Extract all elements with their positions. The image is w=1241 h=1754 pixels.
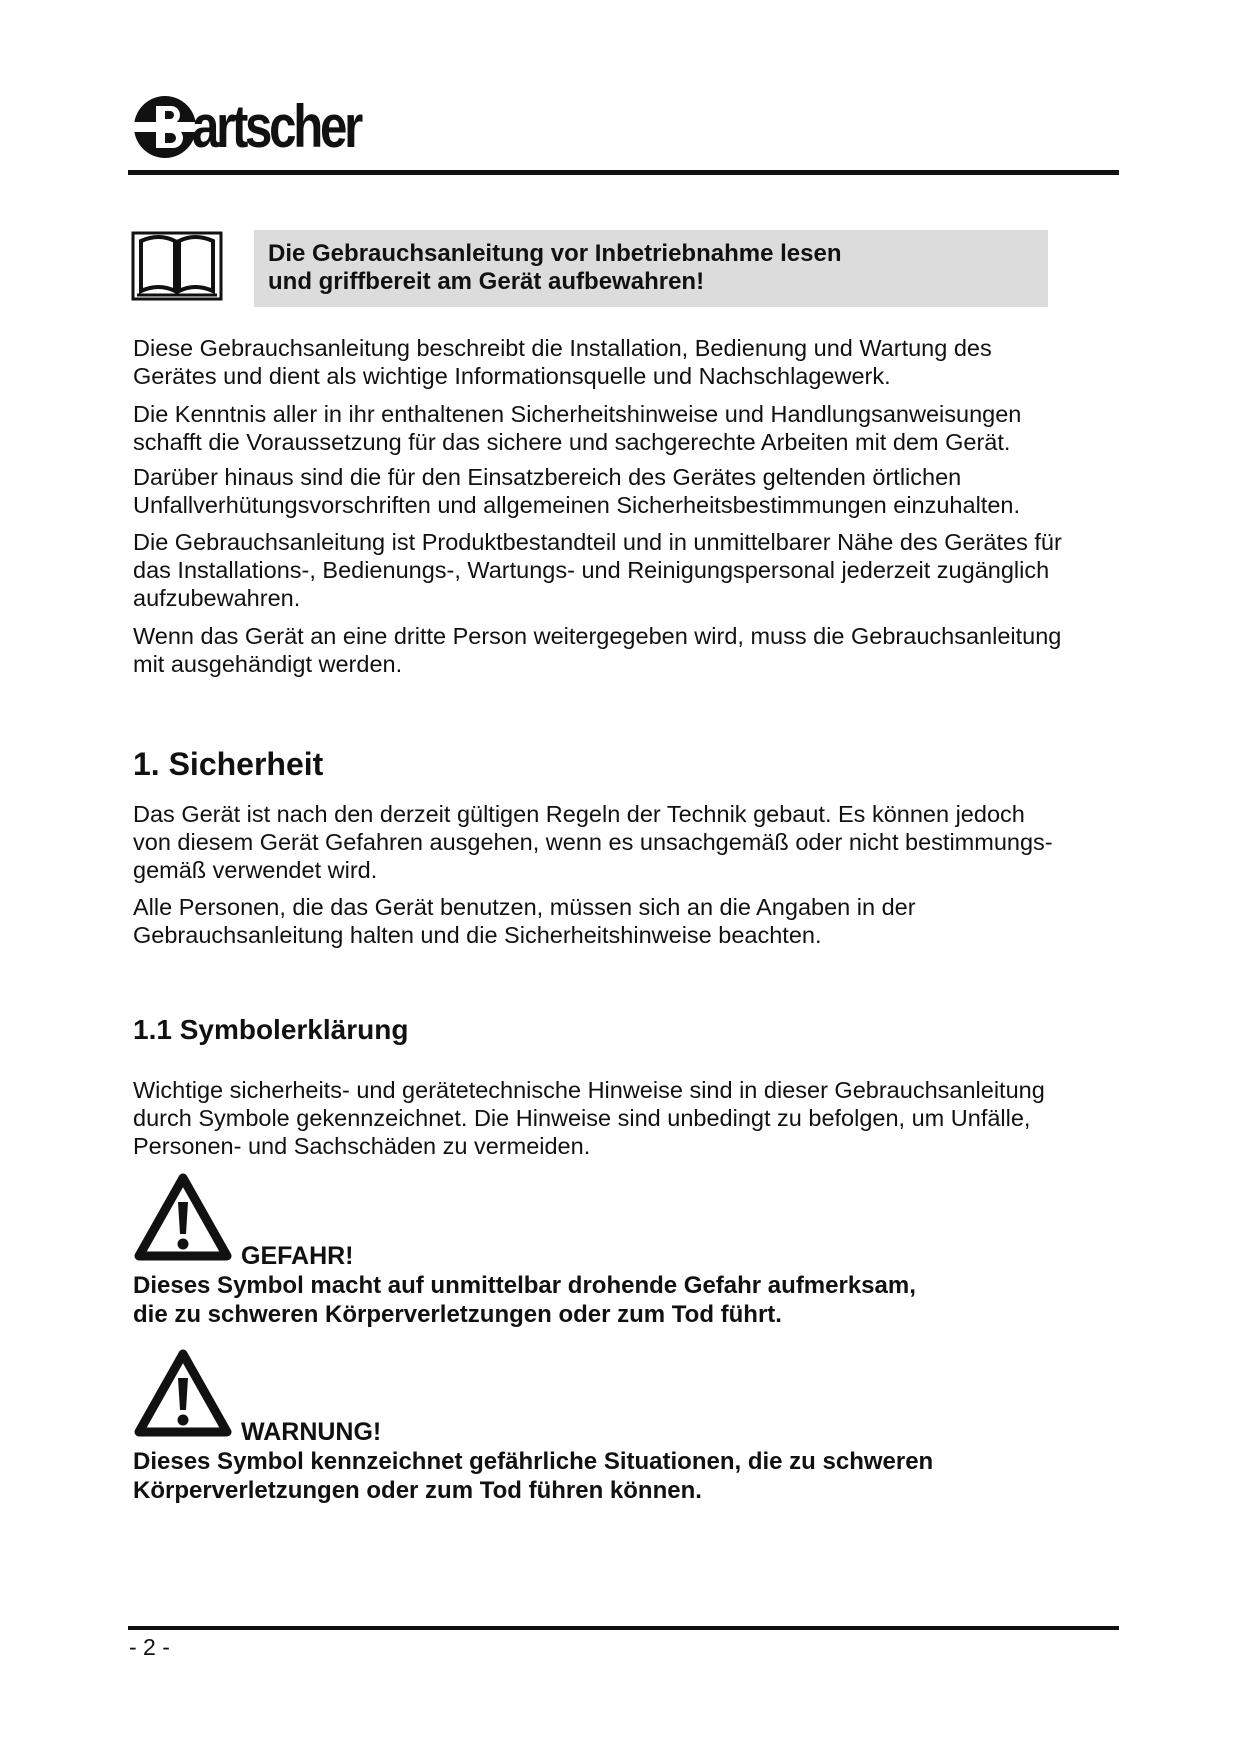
warning-title-warnung: WARNUNG! [241, 1418, 382, 1446]
section1-paragraph-1 [133, 800, 1133, 884]
intro-paragraph-4 [133, 528, 1133, 612]
text-line: Dieses Symbol macht auf unmittelbar drohende Gefahr aufmerksam, [133, 1272, 916, 1299]
brand-logo-text: artscher [192, 93, 360, 160]
header-rule [128, 170, 1119, 175]
text-line: Diese Gebrauchsanleitung beschreibt die Installation, Bedienung und Wartung des [133, 335, 992, 361]
text-line: Die Gebrauchsanleitung ist Produktbestandteil und in unmittelbarer Nähe des Gerätes für [133, 529, 1062, 555]
intro-paragraph-5 [133, 622, 1133, 678]
text-line: Die Kenntnis aller in ihr enthaltenen Sicherheitshinweise und Handlungsanweisungen [133, 401, 1022, 427]
text-line: die zu schweren Körperverletzungen oder zum Tod führt. [133, 1300, 782, 1328]
text-line: durch Symbole gekennzeichnet. Die Hinweise sind unbedingt zu befolgen, um Unfälle, [133, 1105, 1031, 1131]
page-number: - 2 - [129, 1634, 170, 1660]
text-line: Gebrauchsanleitung halten und die Sicherheitshinweise beachten. [133, 922, 822, 948]
intro-paragraph-1 [133, 334, 1133, 390]
warning-triangle-icon [133, 1172, 233, 1264]
open-book-icon [131, 227, 223, 303]
text-line: Wichtige sicherheits- und gerätetechnische Hinweise sind in dieser Gebrauchsanleitung [133, 1077, 1045, 1103]
text-line: von diesem Gerät Gefahren ausgehen, wenn es unsachgemäß oder nicht bestimmungs- [133, 829, 1053, 855]
section-title-sicherheit: 1. Sicherheit [133, 746, 324, 782]
text-line: Körperverletzungen oder zum Tod führen können. [133, 1476, 702, 1504]
notice-line: und griffbereit am Gerät aufbewahren! [268, 268, 705, 295]
warning-text-warnung [133, 1448, 933, 1505]
notice-line: Die Gebrauchsanleitung vor Inbetriebnahme lesen [268, 240, 842, 267]
warning-title-gefahr: GEFAHR! [241, 1242, 354, 1270]
text-line: Personen- und Sachschäden zu vermeiden. [133, 1133, 591, 1159]
text-line: Das Gerät ist nach den derzeit gültigen Regeln der Technik gebaut. Es können jedoch [133, 801, 1025, 827]
text-line: aufzubewahren. [133, 585, 301, 611]
text-line: Unfallverhütungsvorschriften und allgemeinen Sicherheitsbestimmungen einzuhalten. [133, 492, 1020, 518]
section-title-symbolerklaerung: 1.1 Symbolerklärung [133, 1014, 409, 1045]
section11-paragraph-1 [133, 1076, 1133, 1160]
read-manual-notice [254, 230, 1048, 307]
brand-logo-b-icon [132, 94, 198, 160]
warning-text-gefahr [133, 1272, 916, 1329]
text-line: Dieses Symbol kennzeichnet gefährliche Situationen, die zu schweren [133, 1448, 934, 1475]
text-line: Gerätes und dient als wichtige Informationsquelle und Nachschlagewerk. [133, 363, 891, 389]
section1-paragraph-2 [133, 893, 1133, 949]
intro-paragraph-3 [133, 463, 1133, 519]
text-line: Alle Personen, die das Gerät benutzen, müssen sich an die Angaben in der [133, 894, 916, 920]
text-line: das Installations-, Bedienungs-, Wartungs- und Reinigungspersonal jederzeit zugänglich [133, 557, 1050, 583]
brand-logo [132, 92, 397, 162]
text-line: gemäß verwendet wird. [133, 857, 378, 883]
text-line: schafft die Voraussetzung für das sichere und sachgerechte Arbeiten mit dem Gerät. [133, 429, 1011, 455]
footer-rule [128, 1626, 1119, 1630]
warning-triangle-icon [133, 1348, 233, 1440]
text-line: Wenn das Gerät an eine dritte Person weitergegeben wird, muss die Gebrauchsanleitung [133, 623, 1062, 649]
text-line: Darüber hinaus sind die für den Einsatzbereich des Gerätes geltenden örtlichen [133, 464, 962, 490]
text-line: mit ausgehändigt werden. [133, 651, 403, 677]
intro-paragraph-2 [133, 400, 1133, 456]
